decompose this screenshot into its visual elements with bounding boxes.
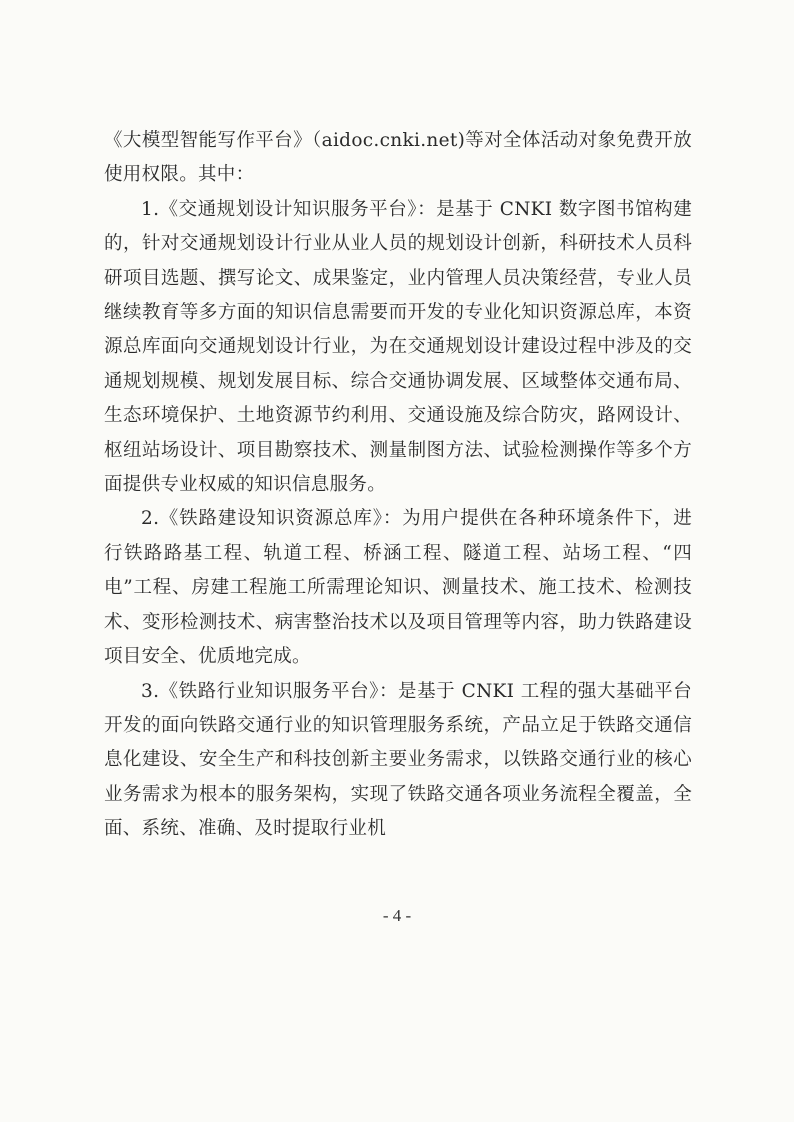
body-text <box>104 124 692 847</box>
paragraph-intro: 《大模型智能写作平台》（aidoc.cnki.net)等对全体活动对象免费开放使用权限。其中： <box>104 130 692 186</box>
page-number: - 4 - <box>382 906 412 925</box>
paragraph-item-2: 2.《铁路建设知识资源总库》：为用户提供在各种环境条件下，进行铁路路基工程、轨道工程、桥涵工程、隧道工程、站场工程、“四电”工程、房建工程施工所需理论知识、测量技术、施工技术、检测技术、变形检测技术、病害整治技术以及项目管理等内容，助力铁路建设项目安全、优质地完成。 <box>104 508 692 668</box>
paragraph-item-3: 3.《铁路行业知识服务平台》：是基于 CNKI 工程的强大基础平台开发的面向铁路交通行业的知识管理服务系统，产品立足于铁路交通信息化建设、安全生产和科技创新主要业务需求，以铁路交通行业的核心业务需求为根本的服务架构，实现了铁路交通各项业务流程全覆盖，全面、系统、准确、及时提取行业机 <box>104 680 692 840</box>
paragraph-item-1: 1.《交通规划设计知识服务平台》：是基于 CNKI 数字图书馆构建的，针对交通规划设计行业从业人员的规划设计创新，科研技术人员科研项目选题、撰写论文、成果鉴定，业内管理人员决策经营，专业人员继续教育等多方面的知识信息需要而开发的专业化知识资源总库，本资源总库面向交通规划设计行业，为在交通规划设计建设过程中涉及的交通规划规模、规划发展目标、综合交通协调发展、区域整体交通布局、生态环境保护、土地资源节约利用、交通设施及综合防灾，路网设计、枢纽站场设计、项目勘察技术、测量制图方法、试验检测操作等多个方面提供专业权威的知识信息服务。 <box>104 198 692 496</box>
